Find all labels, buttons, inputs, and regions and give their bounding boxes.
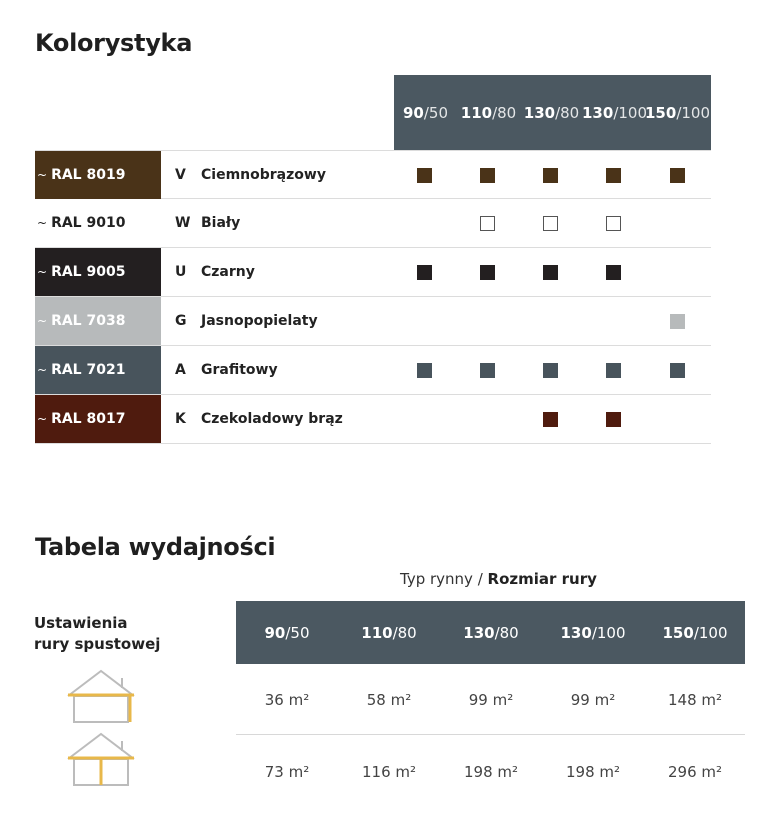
availability-square — [606, 265, 621, 280]
approx-sign: ~ — [37, 265, 48, 279]
ral-label: RAL 8017 — [51, 411, 126, 427]
color-row — [35, 248, 711, 297]
wydajnosc-col-header: 130 /100 — [560, 623, 626, 642]
availability-square — [606, 168, 621, 183]
wydajnosc-col-header: 110 /80 — [361, 623, 417, 642]
capacity-cell: 58 m² — [366, 691, 412, 709]
color-name: Czekoladowy brąz — [201, 411, 343, 427]
color-code: A — [175, 362, 186, 378]
capacity-cell: 73 m² — [264, 763, 310, 781]
kolorystyka-col-header: 130 /100 — [582, 103, 647, 122]
color-row — [35, 346, 711, 395]
availability-square — [417, 363, 432, 378]
color-name: Grafitowy — [201, 362, 278, 378]
color-code: K — [175, 411, 186, 427]
ral-swatch — [35, 346, 161, 394]
approx-sign: ~ — [37, 314, 48, 328]
capacity-cell: 99 m² — [570, 691, 616, 709]
ral-swatch — [35, 297, 161, 345]
availability-square — [480, 168, 495, 183]
ral-label: RAL 9005 — [51, 264, 126, 280]
availability-square — [670, 168, 685, 183]
availability-square — [670, 314, 685, 329]
ral-swatch — [35, 199, 161, 247]
availability-square — [480, 265, 495, 280]
availability-square — [606, 216, 621, 231]
capacity-cell: 116 m² — [361, 763, 417, 781]
wydajnosc-row — [236, 665, 745, 735]
availability-square — [606, 412, 621, 427]
kolorystyka-header — [394, 75, 711, 150]
approx-sign: ~ — [37, 216, 48, 230]
color-code: U — [175, 264, 187, 280]
ral-label: RAL 7021 — [51, 362, 126, 378]
ral-label: RAL 7038 — [51, 313, 126, 329]
color-name: Biały — [201, 215, 241, 231]
availability-square — [480, 216, 495, 231]
availability-square — [543, 265, 558, 280]
availability-square — [417, 168, 432, 183]
house-side-downpipe-icon — [66, 668, 136, 724]
kolorystyka-col-header: 130 /80 — [523, 103, 580, 122]
color-name: Jasnopopielaty — [201, 313, 318, 329]
availability-square — [670, 363, 685, 378]
color-row — [35, 297, 711, 346]
kolorystyka-col-header: 90 /50 — [402, 103, 448, 122]
house-center-downpipe-icon — [66, 731, 136, 787]
kolorystyka-col-header: 110 /80 — [460, 103, 517, 122]
ral-swatch — [35, 395, 161, 443]
availability-square — [543, 168, 558, 183]
availability-square — [543, 412, 558, 427]
side-label-line1: Ustawienia — [34, 614, 128, 632]
availability-square — [543, 216, 558, 231]
color-name: Ciemnobrązowy — [201, 167, 326, 183]
color-name: Czarny — [201, 264, 255, 280]
availability-square — [417, 265, 432, 280]
color-code: W — [175, 215, 191, 231]
capacity-cell: 296 m² — [667, 763, 723, 781]
wydajnosc-col-header: 150 /100 — [662, 623, 728, 642]
table-subtitle: Typ rynny / Rozmiar rury — [400, 570, 597, 588]
kolorystyka-title: Kolorystyka — [35, 29, 193, 57]
color-row — [35, 199, 711, 248]
availability-square — [606, 363, 621, 378]
availability-square — [480, 363, 495, 378]
capacity-cell: 198 m² — [463, 763, 519, 781]
side-label — [34, 613, 160, 655]
ral-label: RAL 8019 — [51, 167, 126, 183]
wydajnosc-col-header: 90 /50 — [264, 623, 310, 642]
color-row — [35, 150, 711, 199]
approx-sign: ~ — [37, 363, 48, 377]
wydajnosc-header — [236, 601, 745, 664]
row-divider — [236, 734, 745, 735]
capacity-cell: 148 m² — [667, 691, 723, 709]
capacity-cell: 36 m² — [264, 691, 310, 709]
ral-swatch — [35, 248, 161, 296]
ral-label: RAL 9010 — [51, 215, 126, 231]
color-row — [35, 395, 711, 444]
color-code: G — [175, 313, 187, 329]
tabela-title: Tabela wydajności — [35, 533, 276, 561]
capacity-cell: 99 m² — [468, 691, 514, 709]
color-code: V — [175, 167, 186, 183]
wydajnosc-row — [236, 737, 745, 807]
ral-swatch — [35, 151, 161, 199]
approx-sign: ~ — [37, 168, 48, 182]
side-label-line2: rury spustowej — [34, 635, 161, 653]
wydajnosc-col-header: 130 /80 — [463, 623, 519, 642]
capacity-cell: 198 m² — [565, 763, 621, 781]
kolorystyka-col-header: 150 /100 — [645, 103, 710, 122]
approx-sign: ~ — [37, 412, 48, 426]
availability-square — [543, 363, 558, 378]
